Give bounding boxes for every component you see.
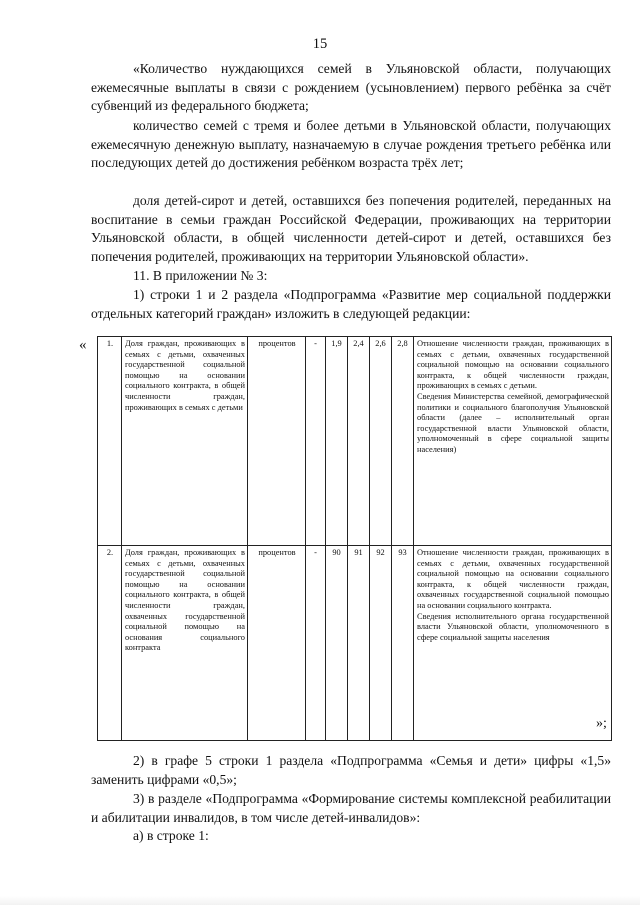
value-cell: -	[306, 337, 326, 546]
calculation-method	[414, 546, 612, 741]
unit-of-measure: процентов	[248, 337, 306, 546]
paragraph-subitem-1: 1) строки 1 и 2 раздела «Подпрограмма «Развитие мер социальной поддержки отдельных категорий граждан» изложить в следующей редакции:	[91, 287, 611, 321]
scan-edge	[0, 896, 640, 905]
row-number: 2.	[98, 546, 122, 741]
method-text: Отношение численности граждан, проживающих в семьях с детьми, охваченных государственной социальной помощью на основании социального контракта, к общей численности граждан, проживающих в семьях с детьми.	[417, 339, 609, 391]
opening-quote: «	[79, 337, 87, 353]
value-cell: -	[306, 546, 326, 741]
paragraph-subitem-a: а) в строке 1:	[133, 828, 209, 843]
paragraph-subitem-3: 3) в разделе «Подпрограмма «Формирование системы комплексной реабилитации и абилитации инвалидов, в том числе детей-инвалидов»:	[91, 791, 611, 825]
method-text: Отношение численности граждан, проживающих в семьях с детьми, охваченных государственной социальной помощью на основании социального контракта, к общей численности граждан, охваченных государственной социальной помощью на основании социального контракта.	[417, 548, 609, 610]
table-row	[98, 546, 612, 741]
indicator-name: Доля граждан, проживающих в семьях с детьми, охваченных государственной социальной помощью на основании социального контракта, в общей численности граждан, проживающих в семьях с детьми	[122, 337, 248, 546]
value-cell: 2,8	[392, 337, 414, 546]
value-cell: 2,4	[348, 337, 370, 546]
closing-quote: »;	[596, 716, 607, 731]
indicator-name: Доля граждан, проживающих в семьях с детьми, охваченных государственной социальной помощью на основании социального контракта, в общей численности граждан, охваченных государственной социальной помощью на основания социального контракта	[122, 546, 248, 741]
page-number: 15	[312, 36, 328, 52]
paragraph-subitem-2: 2) в графе 5 строки 1 раздела «Подпрограмма «Семья и дети» цифры «1,5» заменить цифрами «0,5»;	[91, 753, 611, 787]
paragraph-needy-families: «Количество нуждающихся семей в Ульяновской области, получающих ежемесячные выплаты в связи с рождением (усыновлением) первого ребёнка за счёт субвенций из федерального бюджета;	[91, 61, 611, 114]
source-text: Сведения исполнительного органа государственной власти Ульяновской области, уполномоченного в сфере социальной защиты населения	[417, 611, 609, 642]
value-cell: 90	[326, 546, 348, 741]
paragraph-item-11: 11. В приложении № 3:	[133, 268, 268, 283]
source-text: Сведения Министерства семейной, демографической политики и социального благополучия Ульяновской области (далее – исполнительный орган государственной власти Ульяновской области, уполномоченный в сфере социальной защиты населения)	[417, 391, 609, 454]
calculation-method	[414, 337, 612, 546]
value-cell: 92	[370, 546, 392, 741]
value-cell: 1,9	[326, 337, 348, 546]
indicators-table	[97, 336, 612, 741]
value-cell: 93	[392, 546, 414, 741]
paragraph-large-families: количество семей с тремя и более детьми в Ульяновской области, получающих ежемесячную денежную выплату, назначаемую в случае рождения третьего ребёнка или последующих детей до достижения ребёнком возраста трёх лет;	[91, 118, 611, 171]
table-row	[98, 337, 612, 546]
value-cell: 91	[348, 546, 370, 741]
paragraph-orphans: доля детей-сирот и детей, оставшихся без попечения родителей, переданных на воспитание в семьи граждан Российской Федерации, проживающих на территории Ульяновской области, в общей численности детей-сирот и детей, оставшихся без попечения родителей, проживающих на территории Ульяновской области».	[91, 193, 611, 264]
row-number: 1.	[98, 337, 122, 546]
value-cell: 2,6	[370, 337, 392, 546]
unit-of-measure: процентов	[248, 546, 306, 741]
